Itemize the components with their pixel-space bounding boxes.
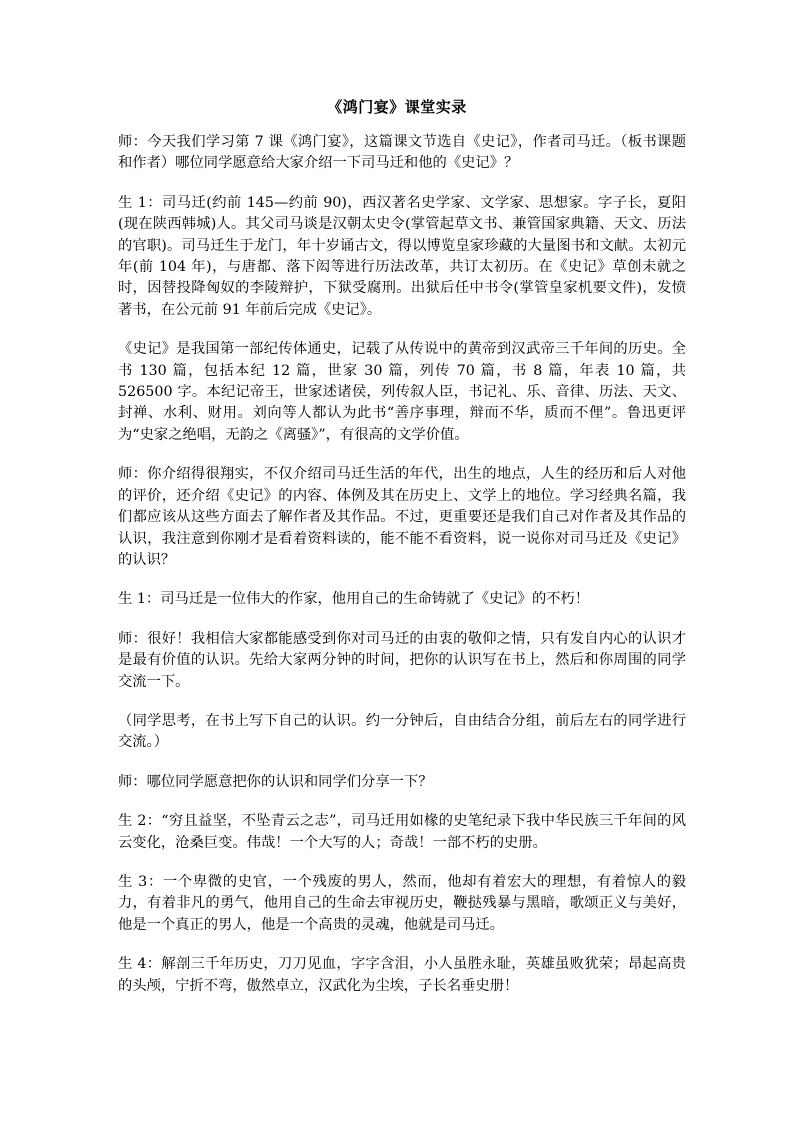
paragraph-student4: 生 4：解剖三千年历史，刀刀见血，字字含泪，小人虽胜永耻，英雄虽败犹荣；昂起高贵的头颅，宁折不弯，傲然卓立，汉武化为尘埃，子长名垂史册！ bbox=[118, 956, 686, 994]
paragraph-teacher-instruction: 师：很好！我相信大家都能感受到你对司马迁的由衷的敬仰之情，只有发自内心的认识才是最有价值的认识。先给大家两分钟的时间，把你的认识写在书上，然后和你周围的同学交流一下。 bbox=[118, 630, 686, 690]
paragraph-student3: 生 3：一个卑微的史官，一个残废的男人，然而，他却有着宏大的理想，有着惊人的毅力，有着非凡的勇气，他用自己的生命去审视历史，鞭挞残暴与黑暗，歌颂正义与美好，他是一个真正的男人，他是一个高贵的灵魂，他就是司马迁。 bbox=[118, 873, 686, 933]
paragraph-teacher-intro: 师：今天我们学习第 7 课《鸿门宴》，这篇课文节选自《史记》，作者司马迁。（板书课题和作者）哪位同学愿意给大家介绍一下司马迁和他的《史记》？ bbox=[118, 134, 686, 172]
paragraph-student2: 生 2：“穷且益坚，不坠青云之志”，司马迁用如椽的史笔纪录下我中华民族三千年间的风云变化，沧桑巨变。伟哉！一个大写的人；奇哉！一部不朽的史册。 bbox=[118, 813, 686, 851]
paragraph-teacher-question: 师：哪位同学愿意把你的认识和同学们分享一下？ bbox=[118, 773, 433, 790]
paragraph-student1-biography: 生 1：司马迁(约前 145—约前 90)，西汉著名史学家、文学家、思想家。字子长，夏阳(现在陕西韩城)人。其父司马谈是汉朝太史令(掌管起草文书、兼管国家典籍、天文、历法的官职)。司马迁生于龙门，年十岁诵古文，得以博览皇家珍藏的大量图书和文献。太初元年(前 104 年)，与唐都、落下闳等进行历法改革，共订太初历。在《史记》草创未就之时，因替投降匈奴的李陵辩护，下狱受腐刑。出狱后任中书令(掌管皇家机要文件)，发愤著书，在公元前 91 年前后完成《史记》。 bbox=[118, 194, 686, 318]
paragraph-classroom-activity: （同学思考，在书上写下自己的认识。约一分钟后，自由结合分组，前后左右的同学进行交流。） bbox=[118, 712, 686, 751]
document-body bbox=[118, 132, 686, 1015]
paragraph-teacher-feedback: 师：你介绍得很翔实，不仅介绍司马迁生活的年代，出生的地点，人生的经历和后人对他的评价，还介绍《史记》的内容、体例及其在历史上、文学上的地位。学习经典名篇，我们都应该从这些方面去了解作者及其作品。不过，更重要还是我们自己对作者及其作品的认识，我注意到你刚才是看着资料读的，能不能不看资料，说一说你对司马迁及《史记》的认识？ bbox=[118, 466, 686, 568]
paragraph-student1-opinion: 生 1：司马迁是一位伟大的作家，他用自己的生命铸就了《史记》的不朽！ bbox=[118, 591, 590, 608]
paragraph-shiji-introduction: 《史记》是我国第一部纪传体通史，记载了从传说中的黄帝到汉武帝三千年间的历史。全书 130 篇，包括本纪 12 篇，世家 30 篇，列传 70 篇，书 8 篇，年表 10 篇，共 526500 字。本纪记帝王，世家述诸侯，列传叙人臣，书记礼、乐、音律、历法、天文、封禅、水利、财用。刘向等人都认为此书“善序事理，辩而不华，质而不俚”。鲁迅更评为“史家之绝唱，无韵之《离骚》”，有很高的文学价值。 bbox=[118, 341, 686, 443]
document-title: 《鸿门宴》课堂实录 bbox=[327, 98, 467, 116]
